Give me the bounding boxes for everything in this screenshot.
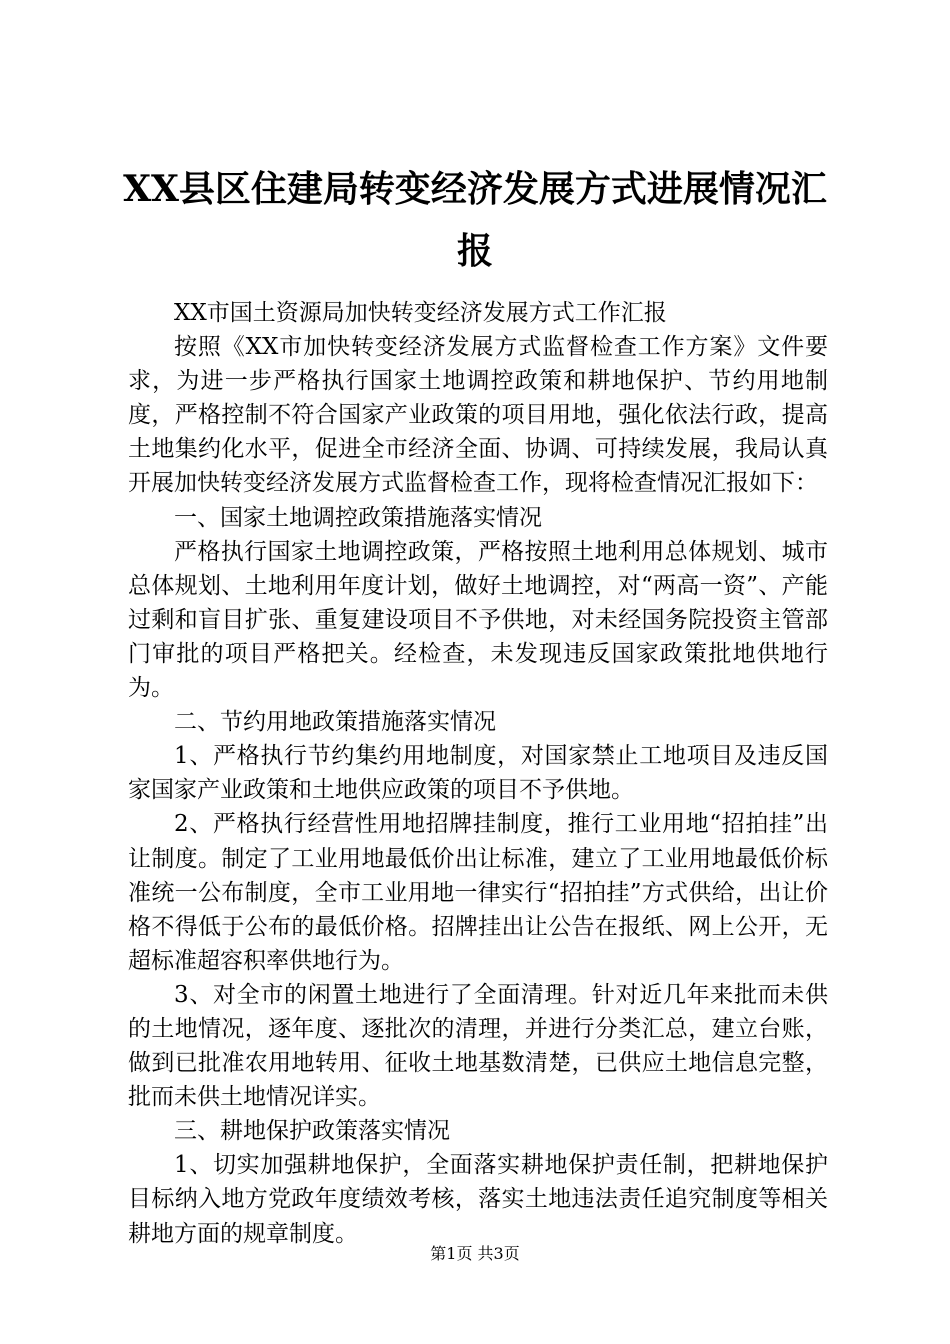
section-heading-3: 三、耕地保护政策落实情况 [174,1118,450,1145]
paragraph-item-2-3: 3、对全市的闲置土地进行了全面清理。针对近几年来批而未供的土地情况，逐年度、逐批次的清理，并进行分类汇总，建立台账，做到已批准农用地转用、征收土地基数清楚，已供应土地信息完整，批而未供土地情况详实。 [128,981,828,1111]
paragraph-item-3-1: 1、切实加强耕地保护，全面落实耕地保护责任制，把耕地保护目标纳入地方党政年度绩效考核，落实土地违法责任追究制度等相关耕地方面的规章制度。 [128,1152,828,1247]
paragraph-item-2-1: 1、严格执行节约集约用地制度，对国家禁止工地项目及违反国家国家产业政策和土地供应政策的项目不予供地。 [128,743,828,804]
section-heading-2: 二、节约用地政策措施落实情况 [174,709,496,736]
page-number-footer: 第1页 共3页 [430,1244,520,1263]
paragraph-item-2-2: 2、严格执行经营性用地招牌挂制度，推行工业用地“招拍挂”出让制度。制定了工业用地最低价出让标准，建立了工业用地最低价标准统一公布制度，全市工业用地一律实行“招拍挂”方式供给，出让价格不得低于公布的最低价格。招牌挂出让公告在报纸、网上公开，无超标准超容积率供地行为。 [128,811,828,974]
section-heading-1: 一、国家土地调控政策措施落实情况 [174,504,542,531]
paragraph-intro: 按照《XX市加快转变经济发展方式监督检查工作方案》文件要求，为进一步严格执行国家土地调控政策和耕地保护、节约用地制度，严格控制不符合国家产业政策的项目用地，强化依法行政，提高土地集约化水平，促进全市经济全面、协调、可持续发展，我局认真开展加快转变经济发展方式监督检查工作，现将检查情况汇报如下： [128,334,828,497]
paragraph-subtitle: XX市国土资源局加快转变经济发展方式工作汇报 [174,300,667,326]
document-title: XX县区住建局转变经济发展方式进展情况汇报 [123,168,827,272]
document-body [128,296,828,1251]
paragraph-section-1: 严格执行国家土地调控政策，严格按照土地利用总体规划、城市总体规划、土地利用年度计划，做好土地调控，对“两高一资”、产能过剩和盲目扩张、重复建设项目不予供地，对未经国务院投资主管部门审批的项目严格把关。经检查，未发现违反国家政策批地供地行为。 [128,538,828,702]
